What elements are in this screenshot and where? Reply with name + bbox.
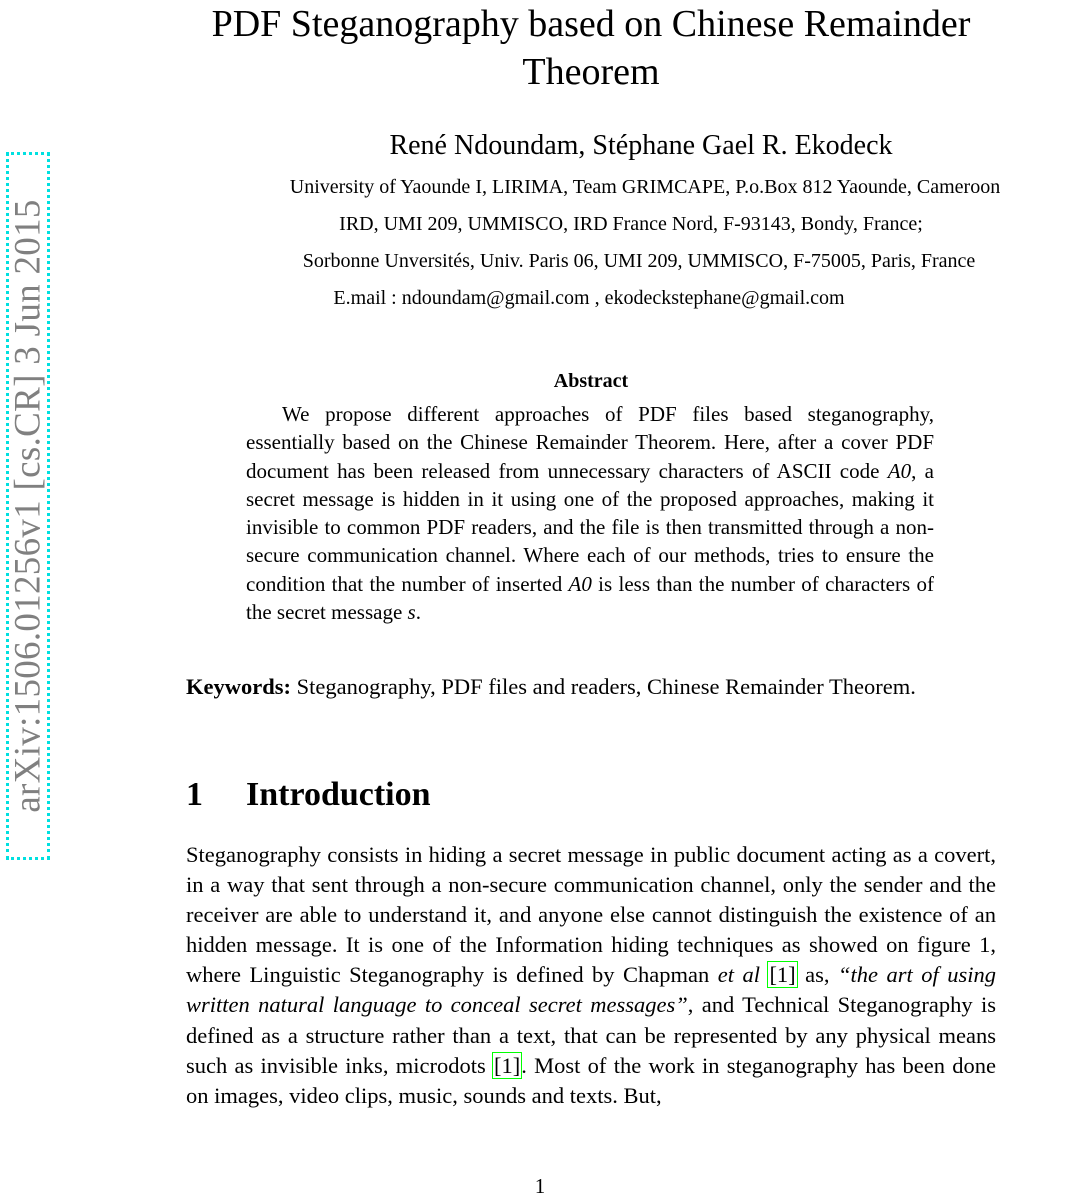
affiliation-1: University of Yaounde I, LIRIMA, Team GRIMCAPE, P.o.Box 812 Yaounde, Cameroon bbox=[289, 176, 1001, 198]
keywords-text: Steganography, PDF files and readers, Chinese Remainder Theorem. bbox=[291, 674, 916, 699]
citation-link[interactable]: [1] bbox=[493, 1052, 521, 1078]
abstract-heading: Abstract bbox=[553, 370, 629, 392]
citation-link[interactable]: [1] bbox=[769, 962, 796, 988]
arxiv-identifier: arXiv:1506.01256v1 [cs.CR] 3 Jun 2015 bbox=[7, 199, 49, 813]
paper-title: PDF Steganography based on Chinese Remainder Theorem bbox=[211, 3, 971, 93]
affiliation-2: IRD, UMI 209, UMMISCO, IRD France Nord, F-93143, Bondy, France; bbox=[339, 213, 923, 235]
arxiv-stamp bbox=[6, 152, 50, 860]
email-line: E.mail : ndoundam@gmail.com , ekodeckstephane@gmail.com bbox=[333, 287, 845, 309]
section-heading bbox=[186, 772, 431, 818]
authors: René Ndoundam, Stéphane Gael R. Ekodeck bbox=[389, 130, 893, 161]
keywords-label: Keywords: bbox=[186, 674, 291, 699]
page-number: 1 bbox=[534, 1174, 546, 1198]
intro-paragraph: Steganography consists in hiding a secret message in public document acting as a covert, in a way that sent through a non-secure communication channel, only the sender and the receiver are able to understand it, and anyone else cannot distinguish the existence of an hidden message. It is one of the Information hiding techniques as showed on figure 1, where Linguistic Steganography is defined by Chapman et al [1] as, “the art of using written natural language to conceal secret messages”, and Technical Steganography is defined as a structure rather than a text, that can be represented by any physical means such as invisible inks, microdots [1]. Most of the work in steganography has been done on images, video clips, music, sounds and texts. But, bbox=[186, 842, 996, 1108]
section-title: Introduction bbox=[246, 776, 431, 813]
affiliation-3: Sorbonne Unversités, Univ. Paris 06, UMI 209, UMMISCO, F-75005, Paris, France bbox=[302, 250, 976, 272]
section-number: 1 bbox=[186, 776, 203, 813]
keywords bbox=[186, 672, 994, 702]
abstract-body: We propose different approaches of PDF files based steganography, essentially based on the Chinese Remainder Theorem. Here, after a cover PDF document has been released from unnecessary characters of ASCII code A0, a secret message is hidden in it using one of the proposed approaches, making it invisible to common PDF readers, and the file is then transmitted through a non-secure communication channel. Where each of our methods, tries to ensure the condition that the number of inserted A0 is less than the number of characters of the secret message s. bbox=[246, 402, 934, 625]
